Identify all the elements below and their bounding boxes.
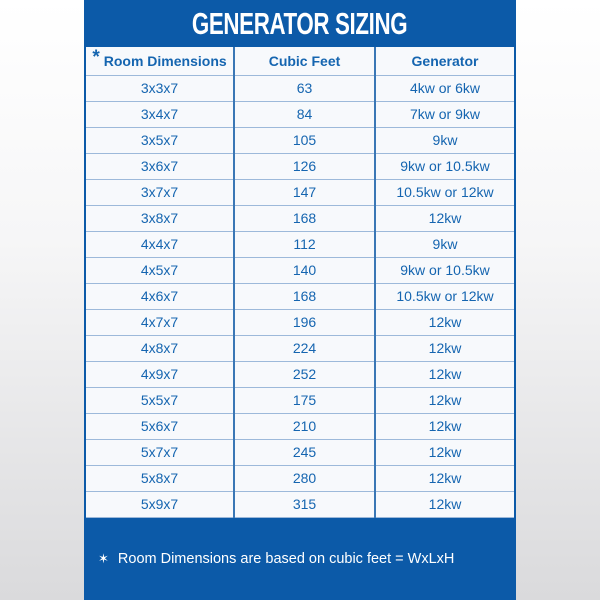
table-cell: 4x5x7 [86,257,234,283]
table-cell: 3x8x7 [86,205,234,231]
table-cell: 315 [234,491,375,517]
table-row [86,361,514,387]
star-icon: ✶ [98,550,109,566]
asterisk-marker: * [92,46,100,68]
table-cell: 168 [234,283,375,309]
table-cell: 168 [234,205,375,231]
footnote-text: Room Dimensions are based on cubic feet = WxLxH [117,550,455,567]
table-row [86,205,514,231]
table-body [86,75,514,517]
table-cell: 245 [234,439,375,465]
page-title: GENERATOR SIZING [192,5,408,41]
table-cell: 5x8x7 [86,465,234,491]
table-cell: 5x9x7 [86,491,234,517]
table-row [86,231,514,257]
table-row [86,413,514,439]
table-cell: 9kw [375,231,514,257]
table-row [86,179,514,205]
table-row [86,335,514,361]
table-cell: 9kw [375,127,514,153]
table-cell: 4x8x7 [86,335,234,361]
table-cell: 12kw [375,413,514,439]
generator-sizing-table [86,47,514,518]
table-cell: 10.5kw or 12kw [375,283,514,309]
table-cell: 9kw or 10.5kw [375,257,514,283]
table-cell: 4x4x7 [86,231,234,257]
table-cell: 3x3x7 [86,75,234,101]
table-row [86,127,514,153]
table-row [86,491,514,517]
table-row [86,75,514,101]
table-cell: 105 [234,127,375,153]
table-cell: 12kw [375,387,514,413]
table-cell: 12kw [375,361,514,387]
table-row [86,101,514,127]
footnote [84,518,516,600]
table-cell: 175 [234,387,375,413]
table-row [86,439,514,465]
table-row [86,283,514,309]
header-room-dimensions [86,47,234,75]
table-cell: 196 [234,309,375,335]
table-cell: 3x6x7 [86,153,234,179]
header-room-dimensions-label: Room Dimensions [103,52,227,69]
table-row [86,153,514,179]
table-cell: 4x7x7 [86,309,234,335]
table-cell: 5x6x7 [86,413,234,439]
header-generator: Generator [375,47,514,75]
table-cell: 12kw [375,309,514,335]
table-row [86,257,514,283]
table-cell: 5x7x7 [86,439,234,465]
table-cell: 280 [234,465,375,491]
table-cell: 126 [234,153,375,179]
table-cell: 12kw [375,205,514,231]
table-cell: 224 [234,335,375,361]
table-row [86,309,514,335]
table-cell: 252 [234,361,375,387]
title-band [84,0,516,47]
table-cell: 12kw [375,439,514,465]
table-cell: 84 [234,101,375,127]
table-cell: 147 [234,179,375,205]
table-cell: 12kw [375,491,514,517]
table-cell: 9kw or 10.5kw [375,153,514,179]
table-cell: 10.5kw or 12kw [375,179,514,205]
table-cell: 210 [234,413,375,439]
table-row [86,465,514,491]
table-cell: 3x4x7 [86,101,234,127]
table-cell: 3x5x7 [86,127,234,153]
table-cell: 4x6x7 [86,283,234,309]
table-cell: 12kw [375,335,514,361]
table-cell: 3x7x7 [86,179,234,205]
table-cell: 63 [234,75,375,101]
table-cell: 112 [234,231,375,257]
header-cubic-feet: Cubic Feet [234,47,375,75]
table-cell: 4x9x7 [86,361,234,387]
table-cell: 7kw or 9kw [375,101,514,127]
table-cell: 12kw [375,465,514,491]
table-cell: 140 [234,257,375,283]
table-cell: 4kw or 6kw [375,75,514,101]
table-cell: 5x5x7 [86,387,234,413]
table-row [86,387,514,413]
generator-sizing-panel [84,0,516,600]
table-header-row [86,47,514,75]
